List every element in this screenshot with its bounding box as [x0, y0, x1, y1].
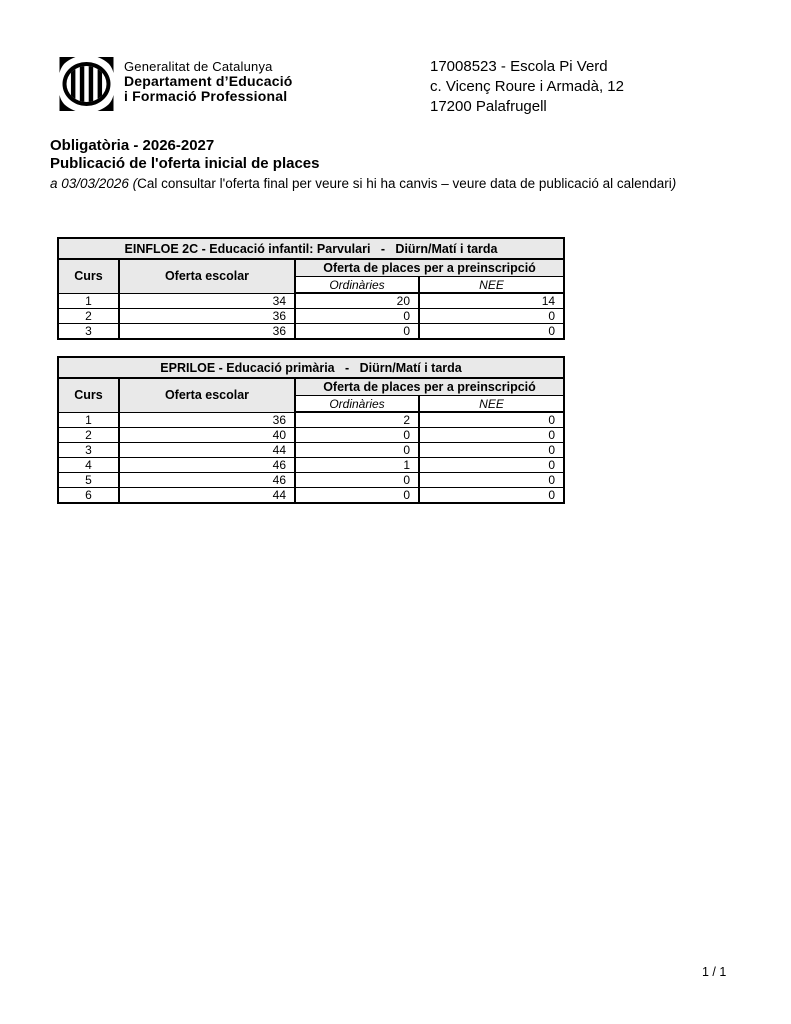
col-header-ordinaries: Ordinàries: [295, 277, 419, 294]
cell-oferta-escolar: 36: [119, 309, 295, 324]
table-row: [58, 324, 564, 340]
cell-oferta-escolar: 36: [119, 324, 295, 340]
cell-curs: 6: [58, 488, 119, 504]
cell-nee: 0: [419, 443, 564, 458]
school-code-name: 17008523 - Escola Pi Verd: [430, 58, 608, 75]
cell-ordinaries: 0: [295, 473, 419, 488]
cell-nee: 14: [419, 293, 564, 309]
table-header-row: [58, 378, 564, 396]
col-header-nee: NEE: [419, 277, 564, 294]
cell-ordinaries: 0: [295, 309, 419, 324]
school-address: c. Vicenç Roure i Armadà, 12: [430, 78, 624, 95]
cell-nee: 0: [419, 324, 564, 340]
table-row: [58, 412, 564, 428]
cell-oferta-escolar: 34: [119, 293, 295, 309]
col-header-preinscripcio: Oferta de places per a preinscripció: [295, 259, 564, 277]
cell-curs: 3: [58, 324, 119, 340]
school-city: 17200 Palafrugell: [430, 98, 547, 115]
header-logo-block: [58, 56, 293, 112]
cell-ordinaries: 2: [295, 412, 419, 428]
cell-oferta-escolar: 36: [119, 412, 295, 428]
cell-nee: 0: [419, 412, 564, 428]
col-header-preinscripcio: Oferta de places per a preinscripció: [295, 378, 564, 396]
cell-nee: 0: [419, 458, 564, 473]
table-row: [58, 443, 564, 458]
cell-ordinaries: 0: [295, 443, 419, 458]
table-title: EINFLOE 2C - Educació infantil: Parvulari - Diürn/Matí i tarda: [58, 238, 564, 259]
cell-curs: 3: [58, 443, 119, 458]
cell-oferta-escolar: 40: [119, 428, 295, 443]
cell-nee: 0: [419, 428, 564, 443]
table-row: [58, 458, 564, 473]
cell-curs: 1: [58, 293, 119, 309]
cell-nee: 0: [419, 309, 564, 324]
table-row: [58, 428, 564, 443]
table-row: [58, 293, 564, 309]
table-row: [58, 309, 564, 324]
table-title: EPRILOE - Educació primària - Diürn/Matí i tarda: [58, 357, 564, 378]
cell-ordinaries: 0: [295, 324, 419, 340]
organisation-name: [124, 56, 293, 104]
doc-title-publication: Publicació de l'oferta inicial de places: [50, 155, 320, 172]
org-line-departament: Departament d’Educació: [124, 73, 293, 89]
table-title-row: [58, 238, 564, 259]
page-number: 1 / 1: [702, 965, 727, 979]
table-row: [58, 488, 564, 504]
school-info-block: [430, 57, 624, 117]
doc-note: [50, 175, 676, 193]
cell-curs: 5: [58, 473, 119, 488]
generalitat-catalunya-logo-icon: [58, 56, 115, 112]
cell-nee: 0: [419, 473, 564, 488]
cell-curs: 2: [58, 309, 119, 324]
cell-ordinaries: 1: [295, 458, 419, 473]
cell-oferta-escolar: 44: [119, 443, 295, 458]
col-header-oferta-escolar: Oferta escolar: [119, 259, 295, 293]
doc-note-close-paren: ): [671, 176, 677, 191]
cell-nee: 0: [419, 488, 564, 504]
doc-note-text: Cal consultar l'oferta final per veure si hi ha canvis – veure data de publicació al calendari: [137, 176, 672, 191]
cell-curs: 1: [58, 412, 119, 428]
cell-oferta-escolar: 46: [119, 458, 295, 473]
col-header-curs: Curs: [58, 378, 119, 412]
cell-ordinaries: 0: [295, 488, 419, 504]
cell-oferta-escolar: 44: [119, 488, 295, 504]
cell-curs: 4: [58, 458, 119, 473]
col-header-oferta-escolar: Oferta escolar: [119, 378, 295, 412]
table-header-row: [58, 259, 564, 277]
cell-oferta-escolar: 46: [119, 473, 295, 488]
table-row: [58, 473, 564, 488]
table-educacio-primaria: [57, 356, 565, 504]
col-header-curs: Curs: [58, 259, 119, 293]
cell-curs: 2: [58, 428, 119, 443]
cell-ordinaries: 20: [295, 293, 419, 309]
col-header-ordinaries: Ordinàries: [295, 396, 419, 413]
org-line-generalitat: Generalitat de Catalunya: [124, 59, 273, 74]
doc-note-date: a 03/03/2026 (: [50, 176, 138, 191]
col-header-nee: NEE: [419, 396, 564, 413]
table-educacio-infantil: [57, 237, 565, 340]
table-title-row: [58, 357, 564, 378]
cell-ordinaries: 0: [295, 428, 419, 443]
doc-title-stage-year: Obligatòria - 2026-2027: [50, 137, 215, 154]
org-line-formacio: i Formació Professional: [124, 88, 288, 104]
title-block: [50, 137, 676, 193]
